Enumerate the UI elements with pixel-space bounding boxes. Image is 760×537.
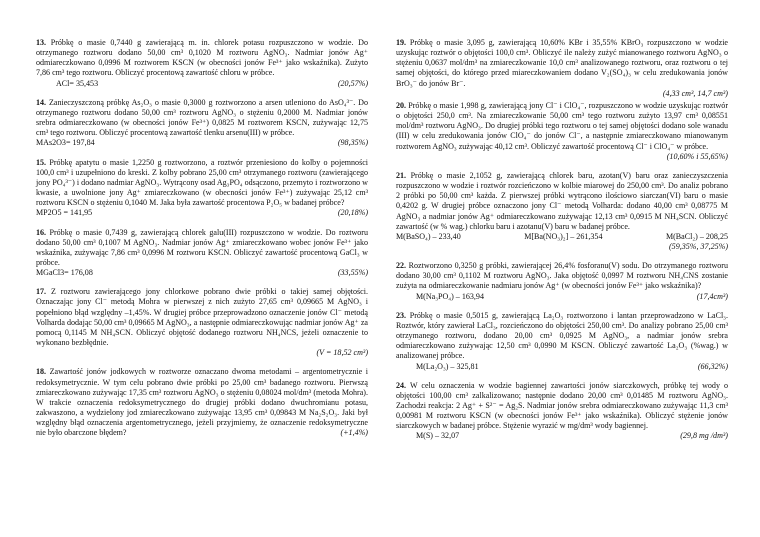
problem-17 bbox=[36, 287, 368, 358]
problem-number: 17. bbox=[36, 287, 47, 297]
problem-text: Zawartość jonów jodkowych w roztworze oznaczano dwoma metodami – argentometrycznie i redoksymetrycznie. W tym celu pobrano dwie próbki po 25,00 cm³ badanego roztworu. Pierwszą zmiareczkowano zużywając 17,35 cm³ roztworu AgNO₃ o stężeniu 0,08024 mol/dm³ (metoda Mohra). W trakcie oznaczenia redoksymetrycznego do drugiej próbki dodano dwuchromianu potasu, zakwaszono, a wydzielony jod zmiareczkowano zużywając 13,95 cm³ 0,09843 M Na₂S₂O₃. Jaki był względny błąd oznaczenia argentometrycznego, jeżeli przyjmiemy, że oznaczenie redoksymetryczne nie było obarczone błędem? bbox=[36, 367, 368, 438]
molar-mass: MP2O5 = 141,95 bbox=[36, 208, 93, 218]
answer: (17,4cm³) bbox=[696, 291, 728, 301]
molar-mass: M(La₂O₃) – 325,81 bbox=[416, 361, 479, 371]
problem-number: 23. bbox=[396, 310, 407, 320]
molar-mass: MAs2O3= 197,84 bbox=[36, 138, 95, 148]
problem-text: Próbkę o masie 0,7440 g zawierającą m. in. chlorek potasu rozpuszczono w wodzie. Do otrzymanego roztworu dodano 50,00 cm³ 0,1020 M roztworu AgNO₃. Nadmiar jonów Ag⁺ odmiareczkowano 0,0996 M roztworem KSCN (w obecności jonów Fe³⁺ jako wskaźnika). Zużyto 7,86 cm³ tego roztworu. Obliczyć procentową zawartość chloru w próbce. bbox=[36, 38, 369, 78]
problem-text: Próbkę o masie 0,7439 g, zawierającą chlorek galu(III) rozpuszczono w wodzie. Do roztworu dodano 50,00 cm³ 0,1007 M AgNO₃. Nadmiar jonów Ag⁺ zmiareczkowano wobec jonów Fe³⁺ jako wskaźnika, zużywając 7,86 cm³ 0,0996 M roztworu KSCN. Obliczyć zawartość procentową GaCl₃ w próbce. bbox=[36, 227, 368, 267]
problem-number: 18. bbox=[36, 367, 47, 377]
answer: (98,35%) bbox=[337, 138, 368, 148]
molar-mass: M(S) – 32,07 bbox=[416, 431, 460, 441]
answer: (+1,4%) bbox=[340, 428, 368, 438]
problem-15 bbox=[36, 158, 368, 219]
left-column bbox=[36, 38, 368, 447]
answer: (10,60% i 55,65%) bbox=[666, 151, 728, 161]
answer: (4,33 cm³, 14,7 cm³) bbox=[662, 88, 728, 98]
problem-text: Próbkę o masie 0,5015 g, zawierającą La₂O₃ roztworzono i lantan przeprowadzono w LaCl₃. Roztwór, który zawierał LaCl₃, rozcieńczono do objętości 250,00 cm³. Do analizy pobrano 25,00 cm³ otrzymanego roztworu, dodano 20,00 cm³ 0,0925 M AgNO₃, a nadmiar jonów srebra odmiareczkowano zużywając 12,50 cm³ 0,0990 M KSCN. Obliczyć zawartość La₂O₃ (%wag.) w analizowanej próbce. bbox=[396, 310, 729, 361]
problem-13 bbox=[36, 38, 368, 89]
problem-number: 16. bbox=[36, 227, 47, 237]
answer: (59,35%, 37,25%) bbox=[669, 241, 728, 251]
problem-number: 13. bbox=[36, 38, 47, 47]
problem-19 bbox=[396, 38, 728, 99]
problem-number: 20. bbox=[396, 100, 407, 110]
problem-number: 14. bbox=[36, 97, 47, 107]
problem-number: 15. bbox=[36, 157, 47, 167]
molar-mass: M(Na₃PO₄) – 163,94 bbox=[416, 291, 484, 301]
molar-mass-baso4: M(BaSO₄) – 233,40 bbox=[396, 231, 461, 241]
problem-text: Próbkę apatytu o masie 1,2250 g roztworzono, a roztwór przeniesiono do kolby o pojemności 100,0 cm³ i uzupełniono do kreski. Z kolby pobrano 25,00 cm³ otrzymanego roztworu (zawierającego jony PO₄³⁻) i dodano nadmiar AgNO₃. Wytrącony osad Ag₃PO₄ odsączono, przemyto i roztworzono w kwasie, a uwolnione jony Ag⁺ zmiareczkowano (w obecności jonów Fe³⁺) zużywając 25,12 cm³ roztworu KSCN o stężeniu 0,1040 M. Jaka była zawartość procentowa P₂O₅ w badanej próbce? bbox=[36, 157, 369, 208]
problem-23 bbox=[396, 311, 728, 372]
answer: (66,32%) bbox=[697, 361, 728, 371]
problem-number: 21. bbox=[396, 170, 407, 180]
problem-16 bbox=[36, 228, 368, 279]
molar-mass: MGaCl3= 176,08 bbox=[36, 268, 93, 278]
problem-number: 19. bbox=[396, 38, 407, 47]
answer: (29,8 mg /dm³) bbox=[680, 431, 728, 441]
problem-text: Próbkę o masie 1,998 g, zawierającą jony Cl⁻ i ClO₄⁻, rozpuszczono w wodzie uzyskując roztwór o objętości 250,0 cm³. Na zmiareczkowanie 50,00 cm³ tego roztworu zużyto 13,97 cm³ 0,08551 mol/dm³ roztworu AgNO₃. Do drugiej próbki tego roztworu o tej samej objętości dodano sole wanadu (III) w celu zredukowania jonów ClO₄⁻ do jonów Cl⁻, a następnie zmiareczkowano mianowanym roztworem AgNO₃ zużywając 40,12 cm³. Obliczyć zawartość procentową Cl⁻ i ClO₄⁻ w próbce. bbox=[396, 100, 729, 151]
answer: (20,57%) bbox=[337, 78, 368, 88]
problem-text: Z roztworu zawierającego jony chlorkowe pobrano dwie próbki o takiej samej objętości. Oznaczając jony Cl⁻ metodą Mohra w pierwszej z nich zużyto 27,65 cm³ 0,09665 M AgNO₃ i popełniono błąd względny –1,45%. W drugiej próbce przeprowadzono oznaczenie jonów Cl⁻ metodą Volharda dodając 50,00 cm³ 0,09665 M AgNO₃, a następnie odmiareczkowując nadmiar jonów Ag⁺ za pomocą 0,1145 M NH₄SCN. Obliczyć objętość dodanego roztworu NH₄NCS, jeżeli oznaczenie to wykonano bezbłędnie. bbox=[36, 287, 369, 348]
problem-number: 24. bbox=[396, 380, 407, 390]
problem-20 bbox=[396, 101, 728, 162]
molar-mass: ACl= 35,453 bbox=[56, 78, 99, 88]
answer: (20,18%) bbox=[337, 208, 368, 218]
problem-number: 22. bbox=[396, 261, 407, 271]
problem-text: Próbkę o masie 2,1052 g, zawierającą chlorek baru, azotan(V) baru oraz zanieczyszczenia rozpuszczono w wodzie i roztwór rozcieńczono w kolbie miarowej do 250,00 cm³. Do analiz pobrano 2 próbki po 50,00 cm³ każda. Z pierwszej próbki wytrącono ilościowo siarczan(VI) baru o masie 0,4202 g. W drugiej próbce oznaczono jony Cl⁻ metodą Volharda: dodano 40,00 cm³ 0,08775 M AgNO₃ a nadmiar jonów Ag⁺ odmiareczkowano zużywając 12,13 cm³ 0,0915 M NH₄SCN. Obliczyć zawartość (w % wag.) chlorku baru i azotanu(V) baru w badanej próbce. bbox=[396, 170, 728, 231]
problem-text: W celu oznaczenia w wodzie bagiennej zawartości jonów siarczkowych, próbkę tej wody o objętości 100,00 cm³ zalkalizowano; następnie dodano 20,00 cm³ 0,01485 M roztworu AgNO₃. Zachodzi reakcja: 2 Ag⁺ + S²⁻ = Ag₂S. Nadmiar jonów srebra odmiareczkowano zużywając 11,3 cm³ 0,00981 M roztworu KSCN (w obecności jonów Fe³⁺ jako wskaźnika). Obliczyć stężenie jonów siarczkowych w badanej próbce. Stężenie wyrazić w mg/dm³ wody bagiennej. bbox=[396, 380, 728, 431]
molar-mass-bano32: M[Ba(NO₃)₂] – 261,354 bbox=[524, 231, 603, 241]
problem-text: Próbkę o masie 3,095 g, zawierającą 10,60% KBr i 35,55% KBrO₃ rozpuszczono w wodzie uzyskując roztwór o objętości 100,0 cm³. Obliczyć ile należy zużyć mianowanego roztworu AgNO₃ o stężeniu 0,0637 mol/dm³ na zmiareczkowanie 10,0 cm³ analizowanego roztworu, oraz roztworu o tej samej objętości, do którego przed miareczkowaniem dodano V₂(SO₄)₃ w celu zredukowania jonów BrO₃⁻ do jonów Br⁻. bbox=[396, 38, 728, 88]
problem-22 bbox=[396, 261, 728, 302]
problem-21 bbox=[396, 171, 728, 252]
molar-mass-bacl2: M(BaCl₂) – 208,25 bbox=[665, 231, 728, 241]
problem-text: Roztworzono 0,3250 g próbki, zawierającej 26,4% fosforanu(V) sodu. Do otrzymanego roztworu dodano 30,00 cm³ 0,1102 M roztworu AgNO₃. Jaka objętość 0,0997 M roztworu NH₄CNS zostanie zużyta na odmiareczkowanie nadmiaru jonów Ag⁺ (w obecności jonów Fe³⁺ jako wskaźnika)? bbox=[396, 261, 728, 291]
right-column bbox=[396, 38, 728, 451]
problem-14 bbox=[36, 98, 368, 149]
problem-24 bbox=[396, 381, 728, 442]
answer: (V = 18,52 cm³) bbox=[316, 348, 368, 358]
answer: (33,55%) bbox=[337, 268, 368, 278]
problem-18 bbox=[36, 367, 368, 438]
problem-text: Zanieczyszczoną próbkę As₂O₃ o masie 0,3000 g roztworzono a arsen utleniono do AsO₄³⁻. Do otrzymanego roztworu dodano 50,00 cm³ roztworu AgNO₃ o stężeniu 0,2000 M. Nadmiar jonów srebra odmiareczkowano (w obecności jonów Fe³⁺) 0,0825 M roztworem KSCN, zużywając 12,75 cm³ tego roztworu. Obliczyć procentową zawartość tlenku arsenu(III) w próbce. bbox=[36, 97, 369, 138]
